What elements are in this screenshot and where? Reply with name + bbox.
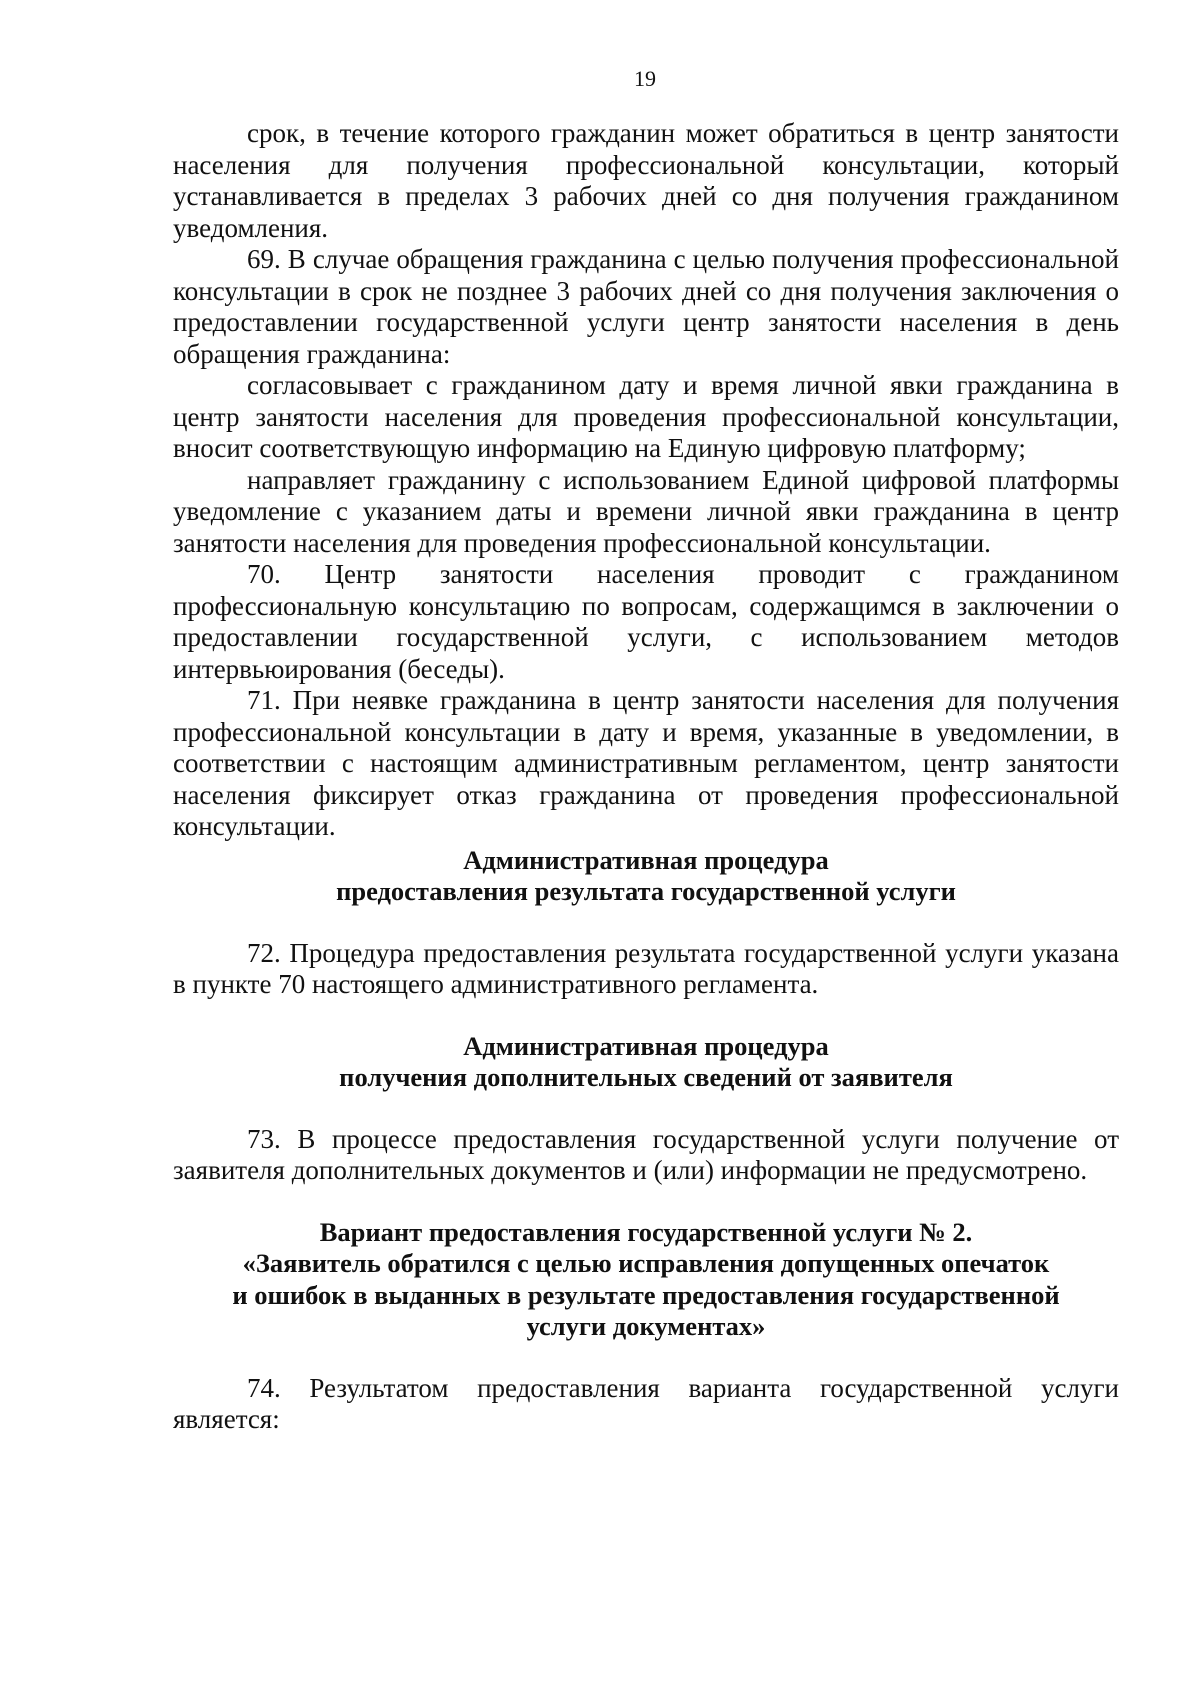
heading-line: «Заявитель обратился с целью исправления допущенных опечаток <box>242 1248 1050 1278</box>
heading-line: Вариант предоставления государственной услуги № 2. <box>319 1216 973 1247</box>
heading-line: предоставления результата государственной услуги <box>336 876 956 906</box>
paragraph-continuation: срок, в течение которого гражданин может обратиться в центр занятости населения для получения профессиональной консультации, который устанавливается в пределах 3 рабочих дней со дня получения гражданином уведомления. <box>173 118 1119 243</box>
heading-line: услуги документах» <box>526 1311 766 1341</box>
heading-line: и ошибок в выданных в результате предоставления государственной <box>232 1279 1060 1310</box>
paragraph-69-item-1: согласовывает с гражданином дату и время личной явки гражданина в центр занятости населения для проведения профессиональной консультации, вносит соответствующую информацию на Единую цифровую платформу; <box>173 370 1119 463</box>
paragraph-69: 69. В случае обращения гражданина с целью получения профессиональной консультации в срок не позднее 3 рабочих дней со дня получения заключения о предоставлении государственной услуги центр занятости населения в день обращения гражданина: <box>173 244 1119 369</box>
paragraph-72: 72. Процедура предоставления результата государственной услуги указана в пункте 70 настоящего административного регламента. <box>173 937 1119 999</box>
section-heading-result <box>173 845 1119 908</box>
heading-line: получения дополнительных сведений от заявителя <box>339 1062 953 1092</box>
page-number: 19 <box>634 66 656 91</box>
paragraph-73: 73. В процессе предоставления государственной услуги получение от заявителя дополнительных документов и (или) информации не предусмотрено. <box>173 1123 1119 1185</box>
heading-line: Административная процедура <box>463 1030 829 1061</box>
section-heading-variant-2 <box>173 1217 1119 1343</box>
section-heading-additional-info <box>173 1031 1119 1094</box>
document-body <box>173 118 1119 1436</box>
paragraph-69-item-2: направляет гражданину с использованием Единой цифровой платформы уведомление с указанием даты и времени личной явки гражданина в центр занятости населения для проведения профессиональной консультации. <box>173 464 1119 558</box>
paragraph-74: 74. Результатом предоставления варианта государственной услуги является: <box>173 1372 1119 1434</box>
paragraph-70: 70. Центр занятости населения проводит с гражданином профессиональную консультацию по вопросам, содержащимся в заключении о предоставлении государственной услуги, с использованием методов интервьюирования (беседы). <box>173 559 1119 684</box>
heading-line: Административная процедура <box>463 844 829 875</box>
paragraph-71: 71. При неявке гражданина в центр занятости населения для получения профессиональной консультации в дату и время, указанные в уведомлении, в соответствии с настоящим административным регламентом, центр занятости населения фиксирует отказ гражданина от проведения профессиональной консультации. <box>173 685 1119 841</box>
